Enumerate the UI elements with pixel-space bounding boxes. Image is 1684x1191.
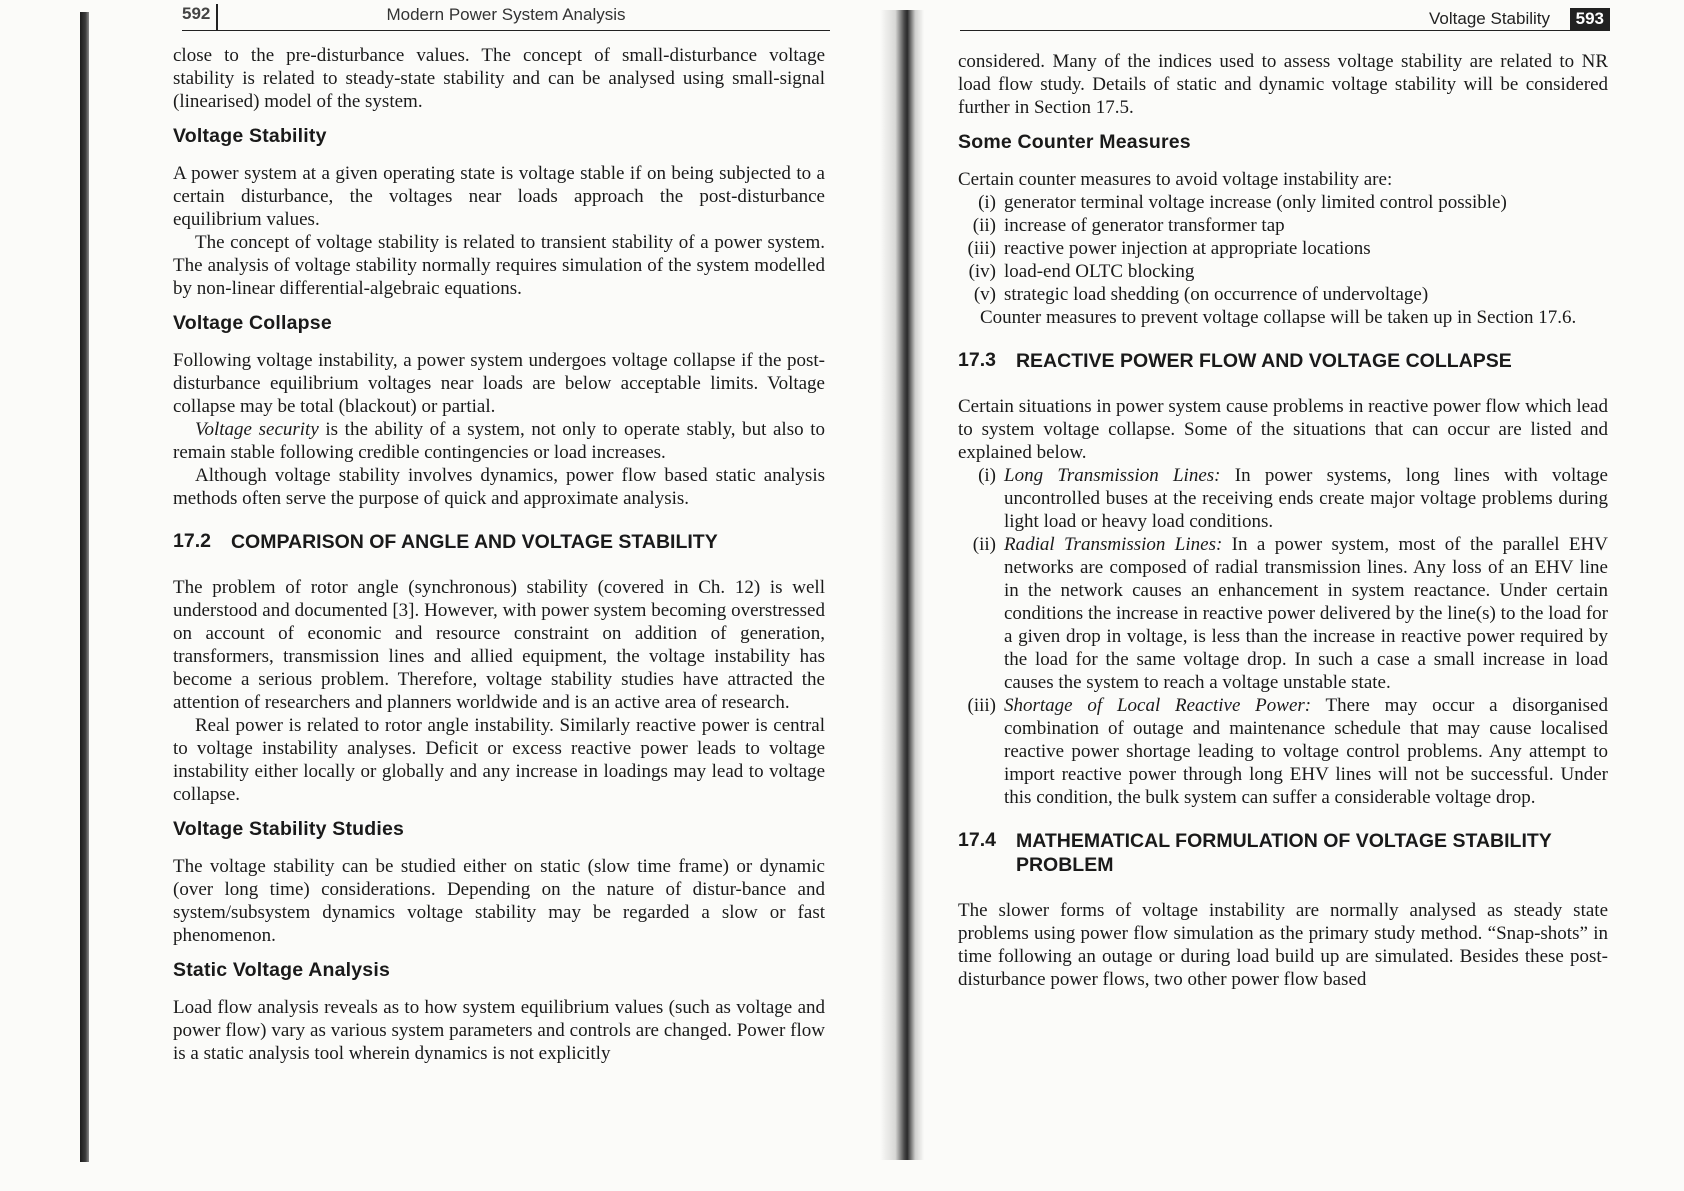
emphasis-term: Shortage of Local Reactive Power: <box>1004 695 1312 716</box>
paragraph-text: Real power is related to rotor angle instability. Similarly reactive power is central to voltage instability analyses. Deficit or excess reactive power leads to voltage instability either locally or globally and any increase in loadings may lead to voltage collapse. <box>173 715 825 805</box>
list-text: There may occur a disorganised combination of outage and maintenance schedule that may cause localised reactive power shortage leading to voltage control problems. Any attempt to import reactive power through long EHV lines will not be successful. Under this condition, the bulk system can suffer a considerable voltage drop. <box>1004 695 1608 808</box>
subheading: Static Voltage Analysis <box>173 959 391 981</box>
paragraph <box>173 464 825 510</box>
paragraph-text: The voltage stability can be studied either on static (slow time frame) or dynamic (over long time) considerations. Depending on the nature of distur-bance and system/subsystem dynamics voltage stability may be regarded a slow or fast phenomenon. <box>173 856 825 946</box>
emphasis-term: Long Transmission Lines: <box>1004 465 1221 486</box>
paragraph-text: The slower forms of voltage instability are normally analysed as steady state problems using power flow simulation as the primary study method. “Snap-shots” in time following an outage or during load build up are simulated. Besides these post-disturbance power flows, two other power flow based <box>958 900 1608 990</box>
list-item <box>958 533 1608 694</box>
list-text: In power systems, long lines with voltage uncontrolled buses at the receiving ends create major voltage problems during light load or heavy load conditions. <box>1004 465 1608 532</box>
paragraph <box>173 44 825 113</box>
paragraph <box>173 855 825 947</box>
list-marker: (i) <box>978 465 996 486</box>
paragraph <box>173 349 825 418</box>
list-item-text <box>1004 191 1608 214</box>
subheading: Voltage Stability <box>173 125 327 147</box>
subheading: Voltage Stability Studies <box>173 818 405 840</box>
list-item <box>958 694 1608 809</box>
section-number: 17.2 <box>173 530 211 552</box>
paragraph-text: Load flow analysis reveals as to how system equilibrium values (such as voltage and power flow) vary as various system parameters and controls are changed. Power flow is a static analysis tool wherein dynamics is not explicitly <box>173 997 825 1064</box>
list-marker: (iii) <box>967 695 996 716</box>
book-gutter <box>880 10 924 1160</box>
paragraph-text: Following voltage instability, a power system undergoes voltage collapse if the post-disturbance equilibrium voltages near loads are below acceptable limits. Voltage collapse may be total (blackout) or partial. <box>173 350 825 417</box>
list-marker: (iii) <box>967 238 996 259</box>
list-marker: (v) <box>973 284 996 305</box>
numbered-list <box>958 464 1608 809</box>
section-heading <box>173 530 825 554</box>
list-item <box>958 191 1608 214</box>
paragraph-text: Certain counter measures to avoid voltage instability are: <box>958 169 1393 190</box>
section-number: 17.4 <box>958 829 996 851</box>
paragraph <box>958 168 1608 191</box>
left-text-column <box>173 44 825 1065</box>
right-running-head <box>960 8 1610 31</box>
section-heading <box>958 829 1608 877</box>
paragraph <box>173 418 825 464</box>
paragraph <box>173 162 825 231</box>
left-running-head <box>182 4 830 31</box>
paragraph <box>173 714 825 806</box>
list-marker: (iv) <box>968 261 996 282</box>
list-text: load-end OLTC blocking <box>1004 261 1195 282</box>
list-item <box>958 464 1608 533</box>
list-item-text <box>1004 260 1608 283</box>
list-item <box>958 214 1608 237</box>
paragraph <box>173 231 825 300</box>
list-item-text <box>1004 214 1608 237</box>
paragraph-text: Although voltage stability involves dynamics, power flow based static analysis methods often serve the purpose of quick and approximate analysis. <box>173 465 825 509</box>
list-text: reactive power injection at appropriate locations <box>1004 238 1371 259</box>
paragraph-text: close to the pre-disturbance values. The concept of small-disturbance voltage stability is related to steady-state stability and can be analysed using small-signal (linearised) model of the system. <box>173 45 825 112</box>
paragraph-text: is the ability of a system, not only to operate stably, but also to remain stable following credible contingencies or load increases. <box>173 419 826 463</box>
section-title: MATHEMATICAL FORMULATION OF VOLTAGE STABILITY PROBLEM <box>1015 830 1552 876</box>
paragraph-text: Counter measures to prevent voltage collapse will be taken up in Section 17.6. <box>980 307 1577 328</box>
section-title: COMPARISON OF ANGLE AND VOLTAGE STABILITY <box>230 531 718 553</box>
list-item <box>958 260 1608 283</box>
paragraph-text: The concept of voltage stability is related to transient stability of a power system. The analysis of voltage stability normally requires simulation of the system modelled by non-linear differential-algebraic equations. <box>173 232 825 299</box>
scan-edge-shadow <box>80 12 89 1162</box>
paragraph-text: A power system at a given operating state is voltage stable if on being subjected to a certain disturbance, the voltages near loads approach the post-disturbance equilibrium values. <box>173 163 825 230</box>
list-item-text <box>1004 464 1608 533</box>
section-title: REACTIVE POWER FLOW AND VOLTAGE COLLAPSE <box>1015 350 1512 372</box>
emphasis-term: Voltage security <box>195 419 319 440</box>
list-marker: (ii) <box>972 534 996 555</box>
right-running-title: Voltage Stability <box>1429 9 1550 28</box>
paragraph-text: considered. Many of the indices used to assess voltage stability are related to NR load flow study. Details of static and dynamic voltage stability will be considered further in Section 17.5. <box>958 51 1608 118</box>
numbered-list <box>958 191 1608 306</box>
left-page-number: 592 <box>182 4 218 30</box>
list-item-text <box>1004 237 1608 260</box>
paragraph <box>173 576 825 714</box>
list-item-text <box>1004 694 1608 809</box>
list-text: In a power system, most of the parallel EHV networks are composed of radial transmission lines. Any loss of an EHV line in the network causes an enhancement in system reactance. Under certain conditions the increase in reactive power delivered by the line(s) to the load for a given drop in voltage, is less than the increase in reactive power required by the load for the same voltage drop. In such a case a small increase in load causes the system to reach a voltage unstable state. <box>1004 534 1608 693</box>
emphasis-term: Radial Transmission Lines: <box>1004 534 1223 555</box>
paragraph <box>958 50 1608 119</box>
list-item-text <box>1004 283 1608 306</box>
paragraph <box>958 306 1608 329</box>
list-item <box>958 237 1608 260</box>
right-text-column <box>958 50 1608 991</box>
list-marker: (i) <box>978 192 996 213</box>
section-number: 17.3 <box>958 349 996 371</box>
list-text: generator terminal voltage increase (only limited control possible) <box>1004 192 1507 213</box>
paragraph-text: Certain situations in power system cause problems in reactive power flow which lead to system voltage collapse. Some of the situations that can occur are listed and explained below. <box>958 396 1608 463</box>
right-page-number: 593 <box>1570 8 1610 30</box>
section-heading <box>958 349 1608 373</box>
list-item-text <box>1004 533 1608 694</box>
paragraph-text: The problem of rotor angle (synchronous) stability (covered in Ch. 12) is well understood and documented [3]. However, with power system becoming overstressed on account of economic and resource constraint on addition of generation, transformers, transmission lines and allied equipment, the voltage instability has become a serious problem. Therefore, voltage stability studies have attracted the attention of researchers and planners worldwide and is an active area of research. <box>173 577 825 713</box>
paragraph <box>958 395 1608 464</box>
subheading: Some Counter Measures <box>958 131 1191 153</box>
paragraph <box>958 899 1608 991</box>
paragraph <box>173 996 825 1065</box>
left-running-title: Modern Power System Analysis <box>386 5 626 24</box>
list-item <box>958 283 1608 306</box>
list-marker: (ii) <box>972 215 996 236</box>
list-text: increase of generator transformer tap <box>1004 215 1285 236</box>
subheading: Voltage Collapse <box>173 312 332 334</box>
list-text: strategic load shedding (on occurrence of undervoltage) <box>1004 284 1429 305</box>
